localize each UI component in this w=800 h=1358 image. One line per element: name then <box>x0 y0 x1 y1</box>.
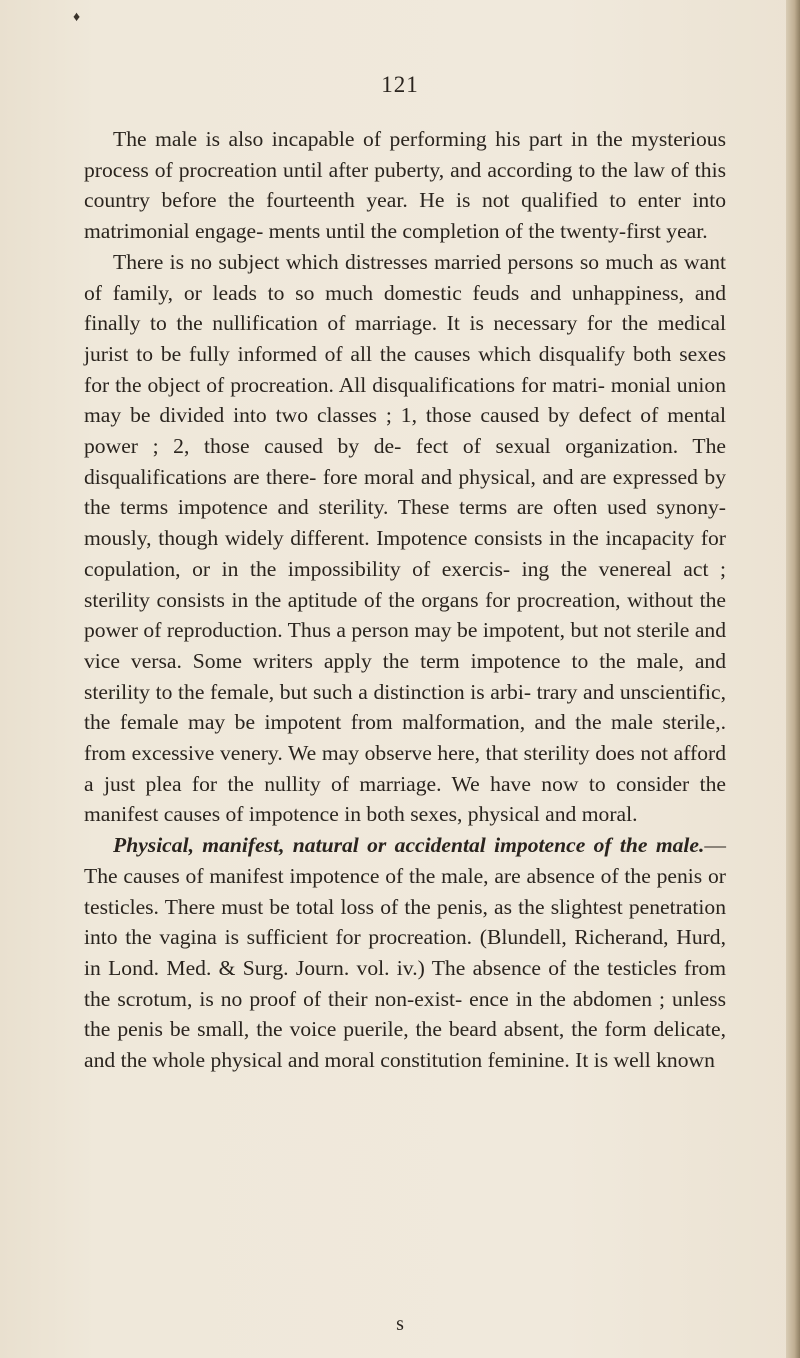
section-paragraph <box>84 830 726 1076</box>
paragraph: There is no subject which distresses married persons so much as want of family, or leads to so much domestic feuds and unhappiness, and finally to the nullification of marriage. It is necessary for the medical jurist to be fully informed of all the causes which disqualify both sexes for the object of procreation. All disqualifications for matri- monial union may be divided into two classes ; 1, those caused by defect of mental power ; 2, those caused by de- fect of sexual organization. The disqualifications are there- fore moral and physical, and are expressed by the terms impotence and sterility. These terms are often used synony- mously, though widely different. Impotence consists in the incapacity for copulation, or in the impossibility of exercis- ing the venereal act ; sterility consists in the aptitude of the organs for procreation, without the power of reproduction. Thus a person may be impotent, but not sterile and vice versa. Some writers apply the term impotence to the male, and sterility to the female, but such a distinction is arbi- trary and unscientific, the female may be impotent from malformation, and the male sterile,. from excessive venery. We may observe here, that sterility does not afford a just plea for the nullity of marriage. We have now to consider the manifest causes of impotence in both sexes, physical and moral. <box>84 249 726 827</box>
section-heading: Physical, manifest, natural or accidental impotence of the male. <box>113 833 705 858</box>
page-number: 121 <box>381 72 419 97</box>
signature-mark: s <box>396 1313 404 1335</box>
section-text: —The causes of manifest impotence of the male, are absence of the penis or testicles. There must be total loss of the penis, as the slightest penetration into the vagina is sufficient for procreation. (Blundell, Richerand, Hurd, in Lond. Med. & Surg. Journ. vol. iv.) The absence of the testicles from the scrotum, is no proof of their non-exist- ence in the abdomen ; unless the penis be small, the voice puerile, the beard absent, the form delicate, and the whole physical and moral constitution feminine. It is well known <box>84 833 726 1073</box>
page-edge-shadow <box>786 0 800 1358</box>
body-text <box>84 124 726 1076</box>
page-mark: ♦ <box>73 10 81 25</box>
paragraph: The male is also incapable of performing his part in the mysterious process of procreation until after puberty, and according to the law of this country before the fourteenth year. He is not qualified to enter into matrimonial engage- ments until the completion of the twenty-first year. <box>84 127 726 244</box>
